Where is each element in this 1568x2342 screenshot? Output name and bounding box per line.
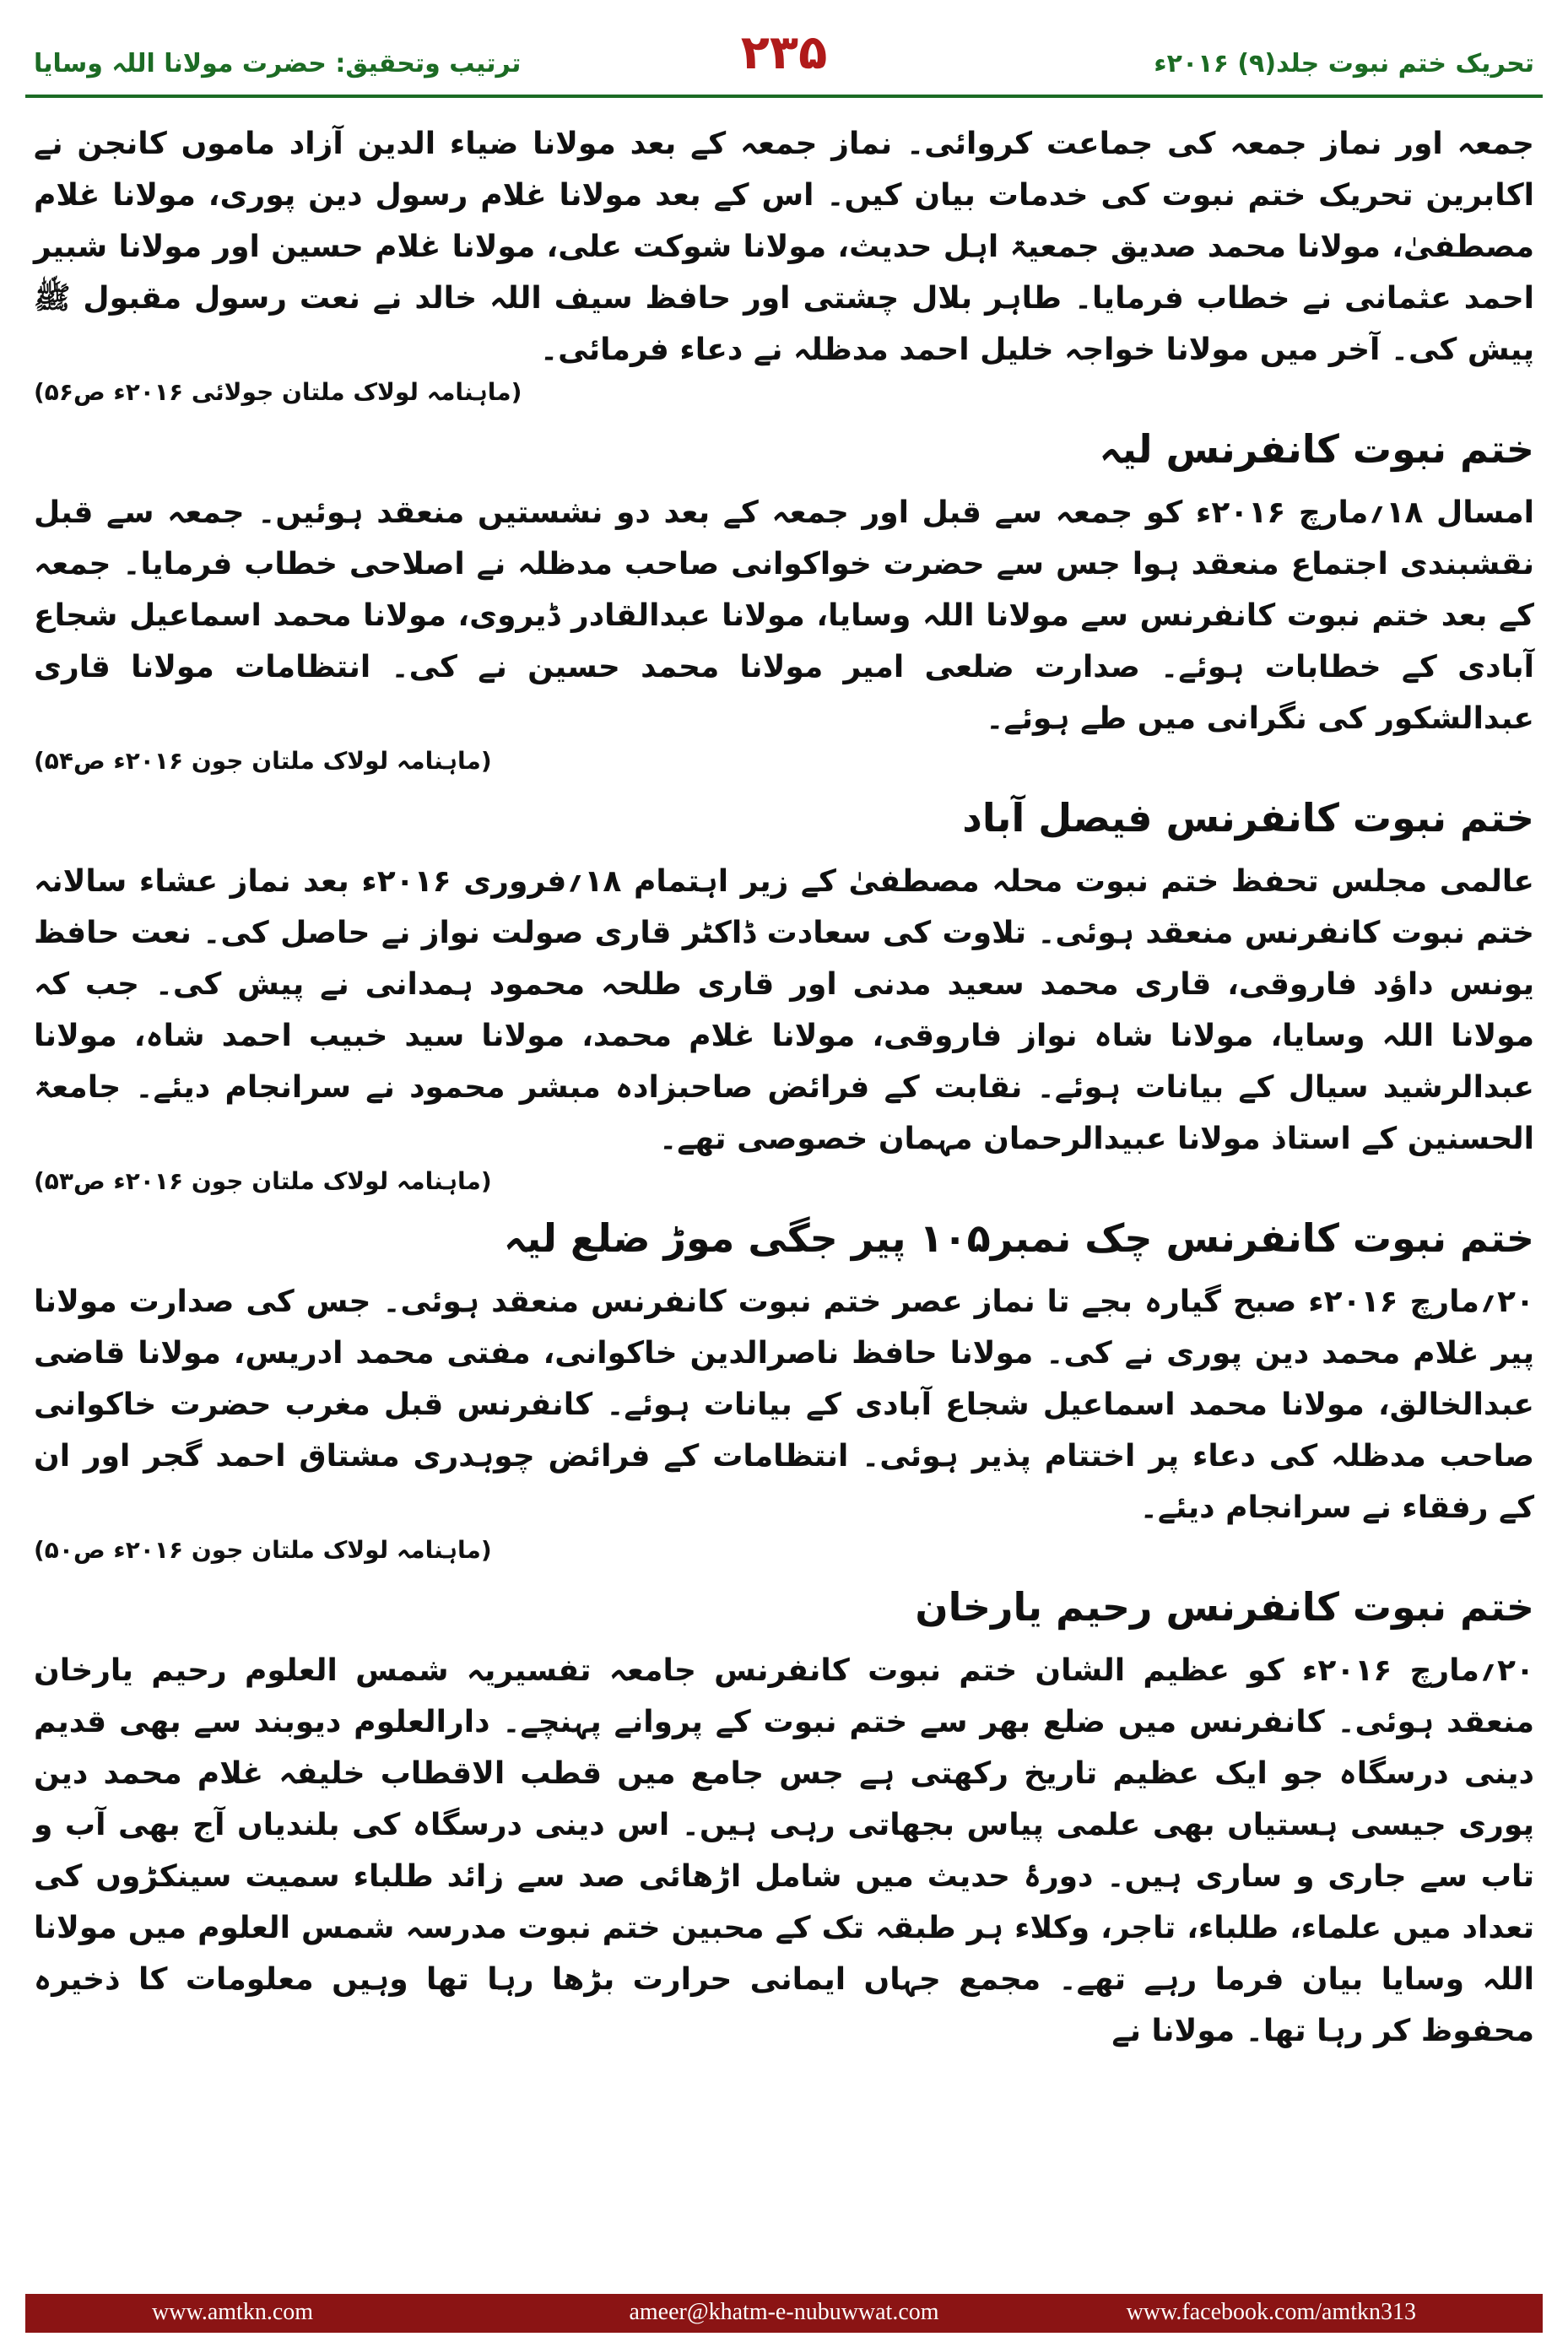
section-1-heading: ختم نبوت کانفرنس لیہ <box>1099 426 1534 472</box>
section-4-text: ۲۰؍مارچ ۲۰۱۶ء کو عظیم الشان ختم نبوت کانفرنس جامعہ تفسیریہ شمس العلوم رحیم یارخان منعقد ہوئی۔ کانفرنس میں ضلع بھر سے ختم نبوت کے پروانے پہنچے۔ دارالعلوم دیوبند سے بھی قدیم دینی درسگاہ جو ایک عظیم تاریخ رکھتی ہے جس جامع میں قطب الاقطاب خلیفہ غلام محمد دین پوری جیسی ہستیاں بھی علمی پیاس بجھاتی رہی ہیں۔ اس دینی درسگاہ کی بلندیاں آج بھی آب و تاب سے جاری و ساری ہیں۔ دورۂ حدیث میں شامل اڑھائی صد سے زائد طلباء سمیت سینکڑوں کی تعداد میں علماء، طلباء، تاجر، وکلاء ہر طبقہ تک کے محبین ختم نبوت مدرسہ شمس العلوم میں مولانا اللہ وسایا بیان فرما رہے تھے۔ مجمع جہاں ایمانی حرارت بڑھا رہا تھا وہیں معلومات کا ذخیرہ محفوظ کر رہا تھا۔ مولانا نے <box>34 1653 1534 2048</box>
section-1-reference: (ماہنامہ لولاک ملتان جون ۲۰۱۶ء ص۵۴) <box>34 747 492 775</box>
footer-website-link[interactable]: www.amtkn.com <box>152 2299 314 2325</box>
page-header <box>25 15 1543 91</box>
section-1-text: امسال ۱۸؍مارچ ۲۰۱۶ء کو جمعہ سے قبل اور جمعہ کے بعد دو نشستیں منعقد ہوئیں۔ جمعہ سے قبل نقشبندی اجتماع منعقد ہوا جس سے حضرت خواکوانی صاحب مدظلہ نے اصلاحی خطاب فرمایا۔ جمعہ کے بعد ختم نبوت کانفرنس سے مولانا اللہ وسایا، مولانا عبدالقادر ڈیروی، مولانا محمد اسماعیل شجاع آبادی کے خطابات ہوئے۔ صدارت ضلعی امیر مولانا محمد حسین نے کی۔ انتظامات مولانا قاری عبدالشکور کی نگرانی میں طے ہوئے۔ <box>34 495 1534 736</box>
section-2-heading: ختم نبوت کانفرنس فیصل آباد <box>962 795 1534 841</box>
page-content <box>34 118 1534 2253</box>
header-divider <box>25 95 1543 98</box>
footer-email-link[interactable]: ameer@khatm-e-nubuwwat.com <box>629 2299 939 2325</box>
section-3-text: ۲۰؍مارچ ۲۰۱۶ء صبح گیارہ بجے تا نماز عصر ختم نبوت کانفرنس منعقد ہوئی۔ جس کی صدارت مولانا پیر غلام محمد دین پوری نے کی۔ مولانا حافظ ناصرالدین خاکوانی، مفتی محمد ادریس، مولانا قاضی عبدالخالق، مولانا محمد اسماعیل شجاع آبادی کے بیانات ہوئے۔ کانفرنس قبل مغرب حضرت خاکوانی صاحب مدظلہ کی دعاء پر اختتام پذیر ہوئی۔ انتظامات کے فرائض چوہدری مشتاق احمد گجر اور ان کے رفقاء نے سرانجام دیئے۔ <box>34 1285 1534 1525</box>
footer-facebook-link[interactable]: www.facebook.com/amtkn313 <box>1126 2299 1416 2325</box>
section-2-text: عالمی مجلس تحفظ ختم نبوت محلہ مصطفیٰ کے زیر اہتمام ۱۸؍فروری ۲۰۱۶ء بعد نماز عشاء سالانہ ختم نبوت کانفرنس منعقد ہوئی۔ تلاوت کی سعادت ڈاکٹر قاری صولت نواز نے حاصل کی۔ نعت حافظ یونس داؤد فاروقی، قاری محمد سعید مدنی اور قاری طلحہ محمود ہمدانی نے پیش کی۔ جب کہ مولانا اللہ وسایا، مولانا شاہ نواز فاروقی، مولانا غلام محمد، مولانا سید خبیب احمد شاہ، مولانا عبدالرشید سیال کے بیانات ہوئے۔ نقابت کے فرائض صاحبزادہ مبشر محمود نے سرانجام دیئے۔ جامعۃ الحسنین کے استاذ مولانا عبیدالرحمان مہمان خصوصی تھے۔ <box>34 864 1534 1156</box>
page-number: ۲۳۵ <box>740 25 828 80</box>
page-footer <box>25 2294 1543 2333</box>
section-2-reference: (ماہنامہ لولاک ملتان جون ۲۰۱۶ء ص۵۳) <box>34 1167 492 1195</box>
header-compiler: ترتیب وتحقیق: حضرت مولانا اللہ وسایا <box>34 49 522 78</box>
section-0-reference: (ماہنامہ لولاک ملتان جولائی ۲۰۱۶ء ص۵۶) <box>34 378 522 406</box>
header-book-title: تحریک ختم نبوت جلد(۹) ۲۰۱۶ء <box>1154 49 1534 78</box>
section-4-heading: ختم نبوت کانفرنس رحیم یارخان <box>915 1584 1534 1630</box>
section-0-text: جمعہ اور نماز جمعہ کی جماعت کروائی۔ نماز جمعہ کے بعد مولانا ضیاء الدین آزاد ماموں کانجن نے اکابرین تحریک ختم نبوت کی خدمات بیان کیں۔ اس کے بعد مولانا غلام رسول دین پوری، مولانا غلام مصطفیٰ، مولانا محمد صدیق جمعیۃ اہل حدیث، مولانا شوکت علی، مولانا غلام حسین اور مولانا شبیر احمد عثمانی نے خطاب فرمایا۔ طاہر بلال چشتی اور حافظ سیف اللہ خالد نے نعت رسول مقبول ﷺ پیش کی۔ آخر میں مولانا خواجہ خلیل احمد مدظلہ نے دعاء فرمائی۔ <box>34 127 1534 367</box>
section-3-reference: (ماہنامہ لولاک ملتان جون ۲۰۱۶ء ص۵۰) <box>34 1536 492 1564</box>
section-3-heading: ختم نبوت کانفرنس چک نمبر۱۰۵ پیر جگی موڑ ضلع لیہ <box>503 1215 1534 1261</box>
